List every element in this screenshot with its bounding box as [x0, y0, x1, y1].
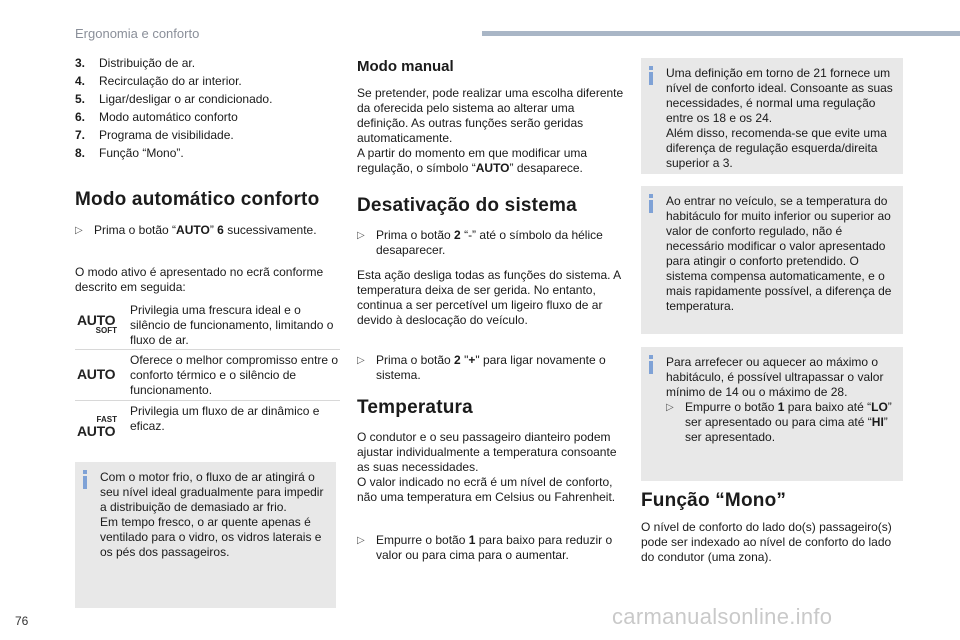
divider — [75, 400, 340, 401]
info-icon — [83, 470, 87, 474]
divider — [75, 349, 340, 350]
page-number: 76 — [15, 614, 29, 628]
arrow-icon: ▷ — [75, 225, 83, 236]
heading-mono: Função “Mono” — [641, 490, 787, 511]
mode-desc-fast: Privilegia um fluxo de ar dinâmico e eficaz. — [130, 404, 320, 433]
mode-desc-soft: Privilegia uma frescura ideal e o silêncio de funcionamento, limitando o fluxo de ar. — [130, 303, 334, 347]
mode-desc-auto: Oferece o melhor compromisso entre o conforto térmico e o silêncio de funcionamento. — [130, 353, 339, 397]
heading-deactivation: Desativação do sistema — [357, 195, 577, 216]
deactivation-text: Esta ação desliga todas as funções do sistema. A temperatura deixa de ser gerida. No entanto, continua a ser percetível um ligeiro fluxo de ar devido à deslocação do veículo. — [357, 268, 621, 327]
list-item: 4. Recirculação do ar interior. — [75, 74, 242, 88]
arrow-icon: ▷ — [357, 355, 365, 366]
list-item: 8. Função “Mono”. — [75, 146, 184, 160]
note-entering-vehicle: Ao entrar no veículo, se a temperatura do habitáculo for muito inferior ou superior ao valor de conforto regulado, não é necessário modificar o valor apresentado para atingir o conforto pretendido. O sistema compensa automaticamente, e o mais rapidamente possível, a diferença de temperatura. — [641, 186, 903, 334]
auto-soft-icon: AUTO SOFT — [77, 312, 117, 335]
note-comfort-level: Uma definição em torno de 21 fornece um nível de conforto ideal. Consoante as suas necessidades, é normal uma regulação entre os 18 e os 24. Além disso, recomenda-se que evite uma diferença de regulação esquerda/direita superior a 3. — [641, 58, 903, 174]
auto-fast-icon: FAST AUTO — [77, 415, 117, 439]
note-cold-engine: Com o motor frio, o fluxo de ar atingirá o seu nível ideal gradualmente para impedir a distribuição de demasiado ar frio. Em tempo fresco, o ar quente apenas é ventilado para o vidro, os vidros laterais e os pés dos passageiros. — [75, 462, 336, 608]
list-item: 3. Distribuição de ar. — [75, 56, 196, 70]
section-title: Ergonomia e conforto — [75, 26, 200, 41]
arrow-icon: ▷ — [666, 402, 674, 413]
list-item: 7. Programa de visibilidade. — [75, 128, 234, 142]
mono-text: O nível de conforto do lado do(s) passageiro(s) pode ser indexado ao nível de conforto do lado do condutor (uma zona). — [641, 520, 892, 564]
info-icon — [649, 66, 653, 70]
heading-manual-mode: Modo manual — [357, 58, 454, 75]
heading-temperature: Temperatura — [357, 397, 473, 418]
auto-icon: AUTO — [77, 366, 116, 382]
temperature-text: O condutor e o seu passageiro dianteiro podem ajustar individualmente a temperatura consoante as suas necessidades. O valor indicado no ecrã é um nível de conforto, não uma temperatura em Celsius ou Fahrenheit. — [357, 430, 617, 504]
note-max-cool-heat: Para arrefecer ou aquecer ao máximo o habitáculo, é possível ultrapassar o valor mínimo de 14 ou o máximo de 28. ▷ Empurre o botão 1 para baixo até “LO” ser apresentado ou para cima até “HI” ser apresentado. — [641, 347, 903, 481]
arrow-icon: ▷ — [357, 230, 365, 241]
arrow-icon: ▷ — [357, 535, 365, 546]
heading-auto-comfort: Modo automático conforto — [75, 189, 320, 210]
info-icon — [649, 355, 653, 359]
manual-text: Se pretender, pode realizar uma escolha diferente da oferecida pelo sistema ao alterar uma definição. As outras funções serão geridas automaticamente. A partir do momento em que modificar uma regulação, o símbolo “AUTO” desaparece. — [357, 86, 624, 175]
watermark: carmanualsonline.info — [612, 604, 833, 629]
list-item: 6. Modo automático conforto — [75, 110, 238, 124]
list-item: 5. Ligar/desligar o ar condicionado. — [75, 92, 273, 106]
info-icon — [649, 194, 653, 198]
header-bar — [482, 31, 960, 36]
intro-text: O modo ativo é apresentado no ecrã conforme descrito em seguida: — [75, 265, 324, 294]
